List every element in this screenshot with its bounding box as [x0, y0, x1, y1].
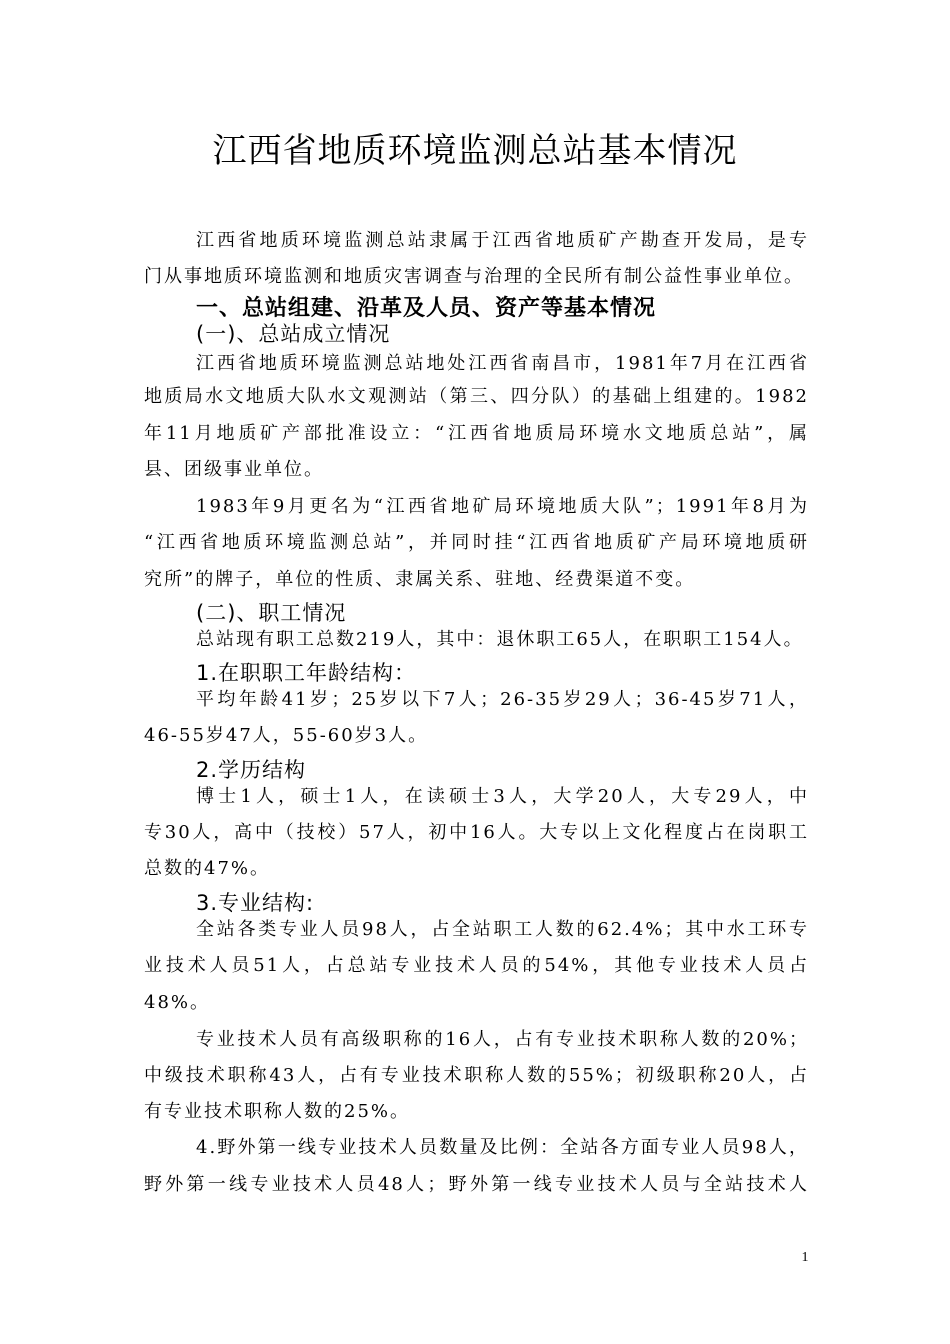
- subsection-heading-1: (一)、总站成立情况: [196, 322, 391, 346]
- age-structure-heading: 1.在职职工年龄结构：: [196, 661, 417, 685]
- paragraph-line: 有专业技术职称人数的25%。: [144, 1101, 411, 1122]
- paragraph-line: 专30人，高中（技校）57人，初中16人。大专以上文化程度占在岗职工: [144, 822, 809, 843]
- paragraph-line: 博士1人，硕士1人，在读硕士3人，大学20人，大专29人，中: [196, 786, 809, 807]
- paragraph-line: 究所”的牌子，单位的性质、隶属关系、驻地、经费渠道不变。: [144, 569, 696, 590]
- paragraph-line: 地质局水文地质大队水文观测站（第三、四分队）的基础上组建的。1982: [144, 386, 809, 407]
- paragraph-line: 全站各类专业人员98人，占全站职工人数的62.4%；其中水工环专: [196, 919, 809, 940]
- paragraph-line: 46-55岁47人，55-60岁3人。: [144, 725, 429, 746]
- subsection-heading-2: (二)、职工情况: [196, 601, 347, 625]
- page-number: 1: [801, 1250, 809, 1265]
- staff-summary: 总站现有职工总数219人，其中：退休职工65人，在职职工154人。: [196, 629, 804, 650]
- paragraph-line: “江西省地质环境监测总站”，并同时挂“江西省地质矿产局环境地质研: [144, 532, 809, 553]
- intro-line-1: 江西省地质环境监测总站隶属于江西省地质矿产勘查开发局，是专: [196, 230, 809, 251]
- paragraph-line: 野外第一线专业技术人员48人；野外第一线专业技术人员与全站技术人: [144, 1174, 809, 1195]
- paragraph-line: 4.野外第一线专业技术人员数量及比例：全站各方面专业人员98人，: [196, 1137, 809, 1158]
- paragraph-line: 年11月地质矿产部批准设立：“江西省地质局环境水文地质总站”，属: [144, 423, 809, 444]
- paragraph-line: 平均年龄41岁；25岁以下7人；26-35岁29人；36-45岁71人，: [196, 689, 809, 710]
- paragraph-line: 江西省地质环境监测总站地处江西省南昌市，1981年7月在江西省: [196, 353, 809, 374]
- intro-line-2: 门从事地质环境监测和地质灾害调查与治理的全民所有制公益性事业单位。: [144, 266, 804, 287]
- paragraph-line: 业技术人员51人，占总站专业技术人员的54%，其他专业技术人员占: [144, 955, 809, 976]
- education-structure-heading: 2.学历结构: [196, 758, 307, 782]
- section-heading-1: 一、总站组建、沿革及人员、资产等基本情况: [196, 296, 657, 321]
- paragraph-line: 总数的47%。: [144, 858, 271, 879]
- major-structure-heading: 3.专业结构:: [196, 891, 315, 915]
- paragraph-line: 专业技术人员有高级职称的16人，占有专业技术职称人数的20%；: [196, 1029, 809, 1050]
- document-title: 江西省地质环境监测总站基本情况: [212, 131, 738, 171]
- paragraph-line: 48%。: [144, 992, 211, 1013]
- paragraph-line: 中级技术职称43人，占有专业技术职称人数的55%；初级职称20人，占: [144, 1065, 809, 1086]
- paragraph-line: 1983年9月更名为“江西省地矿局环境地质大队”；1991年8月为: [196, 496, 809, 517]
- paragraph-line: 县、团级事业单位。: [144, 459, 324, 480]
